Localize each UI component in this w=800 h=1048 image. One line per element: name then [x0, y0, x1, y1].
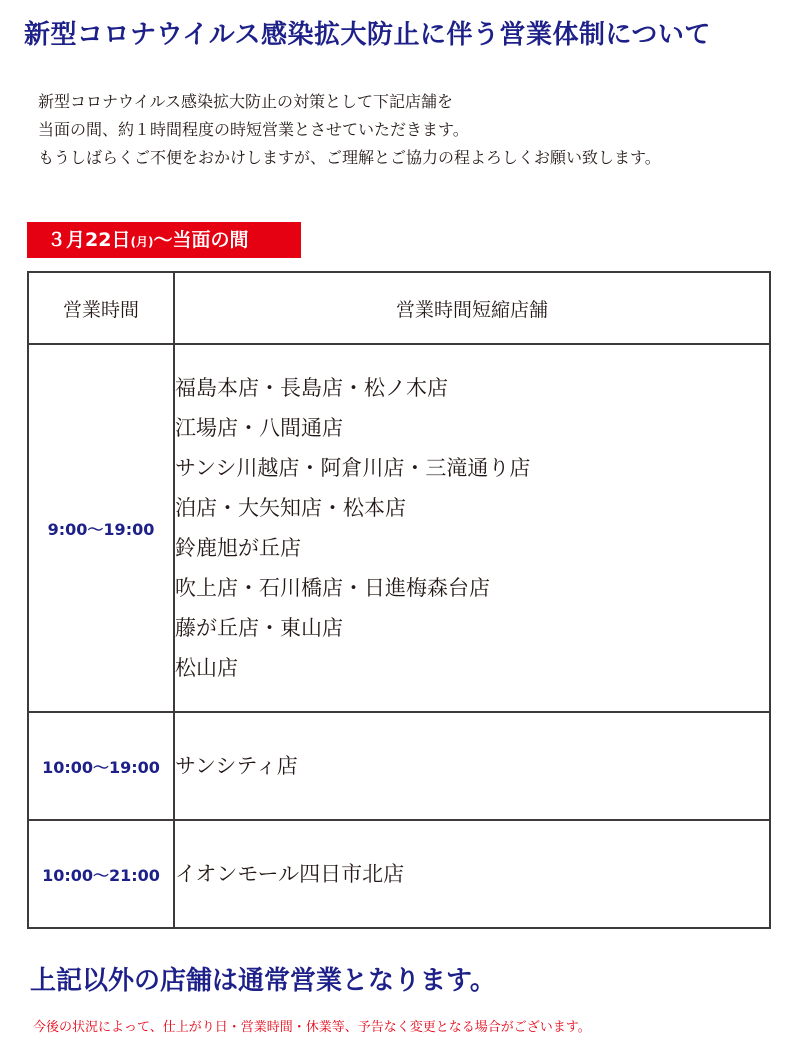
date-range-badge: [27, 222, 301, 258]
store-list-line: 吹上店・石川橋店・日進梅森台店: [175, 576, 490, 600]
intro-line: もうしばらくご不便をおかけしますが、ご理解とご協力の程よろしくお願い致します。: [38, 148, 661, 167]
store-list-line: 松山店: [175, 656, 238, 680]
stores-cell: [174, 344, 770, 712]
store-list-line: 藤が丘店・東山店: [175, 616, 343, 640]
hours-cell: 10:00〜21:00: [28, 820, 174, 928]
store-list-line: 泊店・大矢知店・松本店: [175, 496, 406, 520]
table-row: [28, 712, 770, 820]
table-row: [28, 344, 770, 712]
header-hours: 営業時間: [28, 272, 174, 344]
store-list-line: イオンモール四日市北店: [175, 862, 405, 886]
schedule-table: [27, 271, 771, 929]
page-title: 新型コロナウイルス感染拡大防止に伴う営業体制について: [24, 20, 711, 50]
table-header-row: [28, 272, 770, 344]
regular-hours-note: 上記以外の店舗は通常営業となります。: [30, 966, 496, 996]
stores-cell: [174, 820, 770, 928]
store-list-line: サンシ川越店・阿倉川店・三滝通り店: [175, 456, 531, 480]
date-end: 〜当面の間: [153, 229, 249, 251]
store-list-line: 福島本店・長島店・松ノ木店: [175, 376, 448, 400]
date-start: ３月22日: [47, 229, 131, 251]
date-weekday: (月): [130, 235, 154, 249]
store-list-line: サンシティ店: [175, 754, 298, 778]
header-stores: 営業時間短縮店舗: [174, 272, 770, 344]
store-list-line: 鈴鹿旭が丘店: [175, 536, 301, 560]
hours-cell: 9:00〜19:00: [28, 344, 174, 712]
hours-cell: 10:00〜19:00: [28, 712, 174, 820]
store-list-line: 江場店・八間通店: [175, 416, 343, 440]
table-row: [28, 820, 770, 928]
intro-line: 当面の間、約１時間程度の時短営業とさせていただきます。: [38, 120, 469, 139]
intro-line: 新型コロナウイルス感染拡大防止の対策として下記店舗を: [38, 92, 454, 111]
intro-text: [38, 88, 778, 172]
change-warning: 今後の状況によって、仕上がり日・営業時間・休業等、予告なく変更となる場合がございます。: [33, 1020, 591, 1035]
stores-cell: [174, 712, 770, 820]
